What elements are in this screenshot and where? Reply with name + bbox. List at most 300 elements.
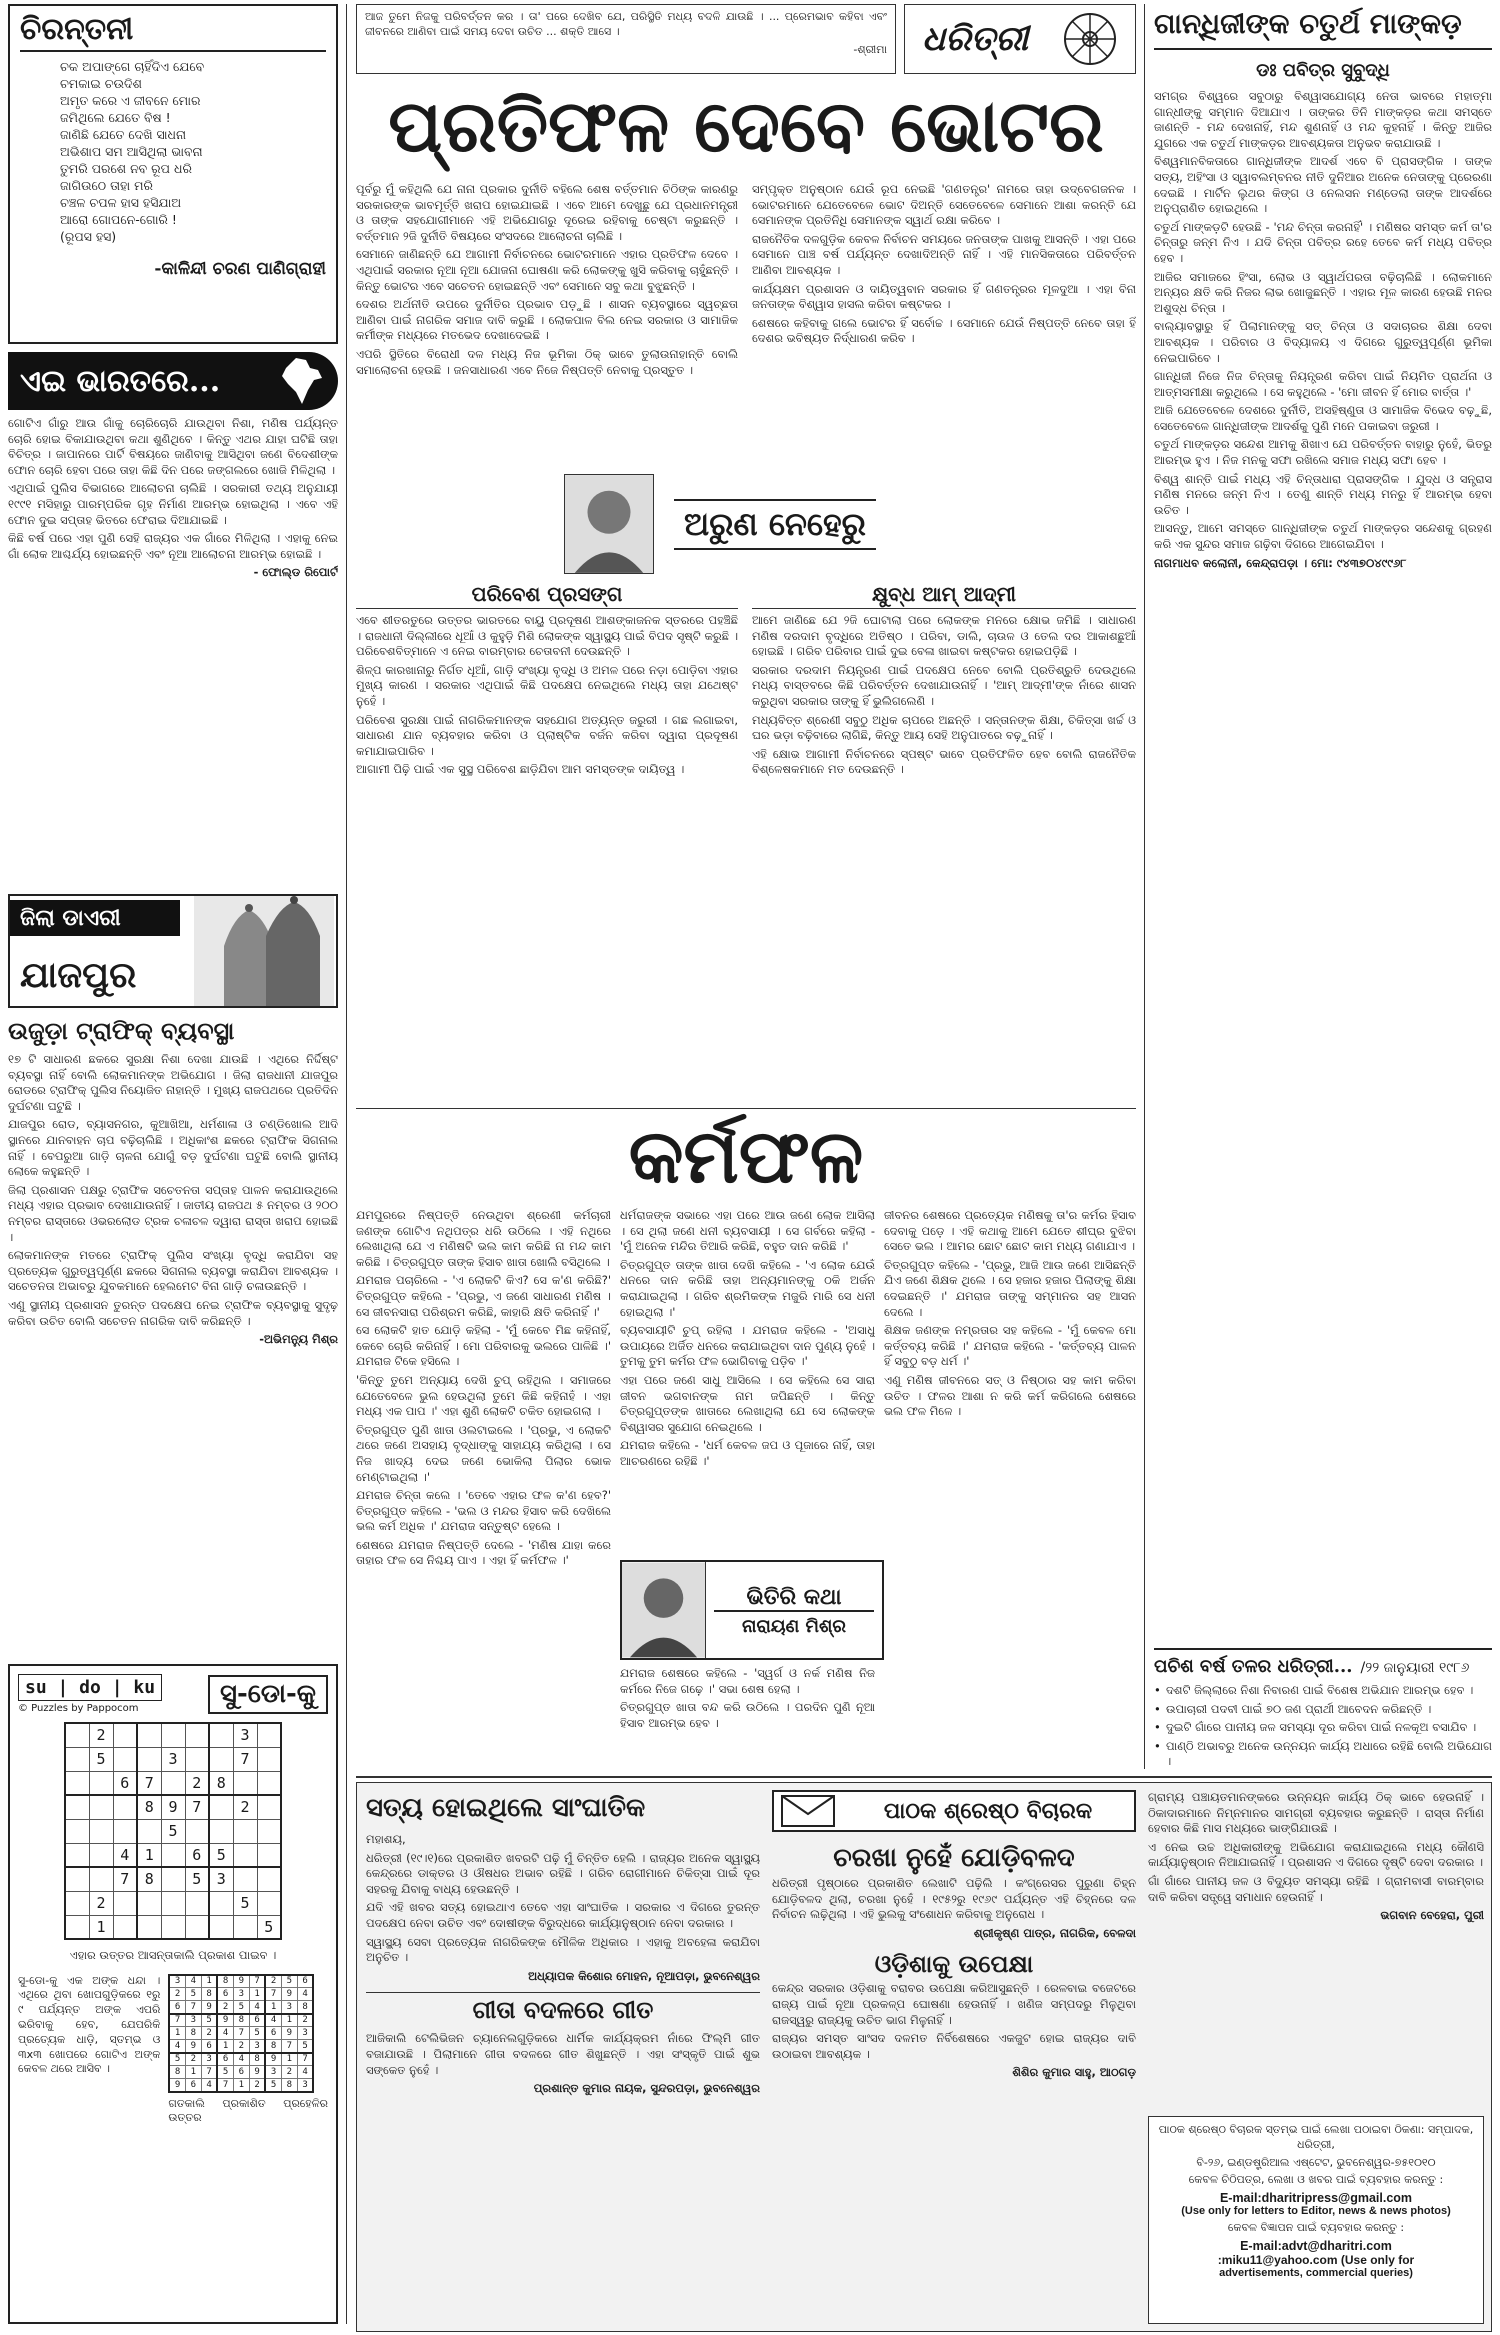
aam-aadmi-paragraph: ଆମେ ଜାଣିଛେ ଯେ ୨ଜି ଘୋଟାଲା ପରେ ଲୋକଙ୍କ ମନରେ କ୍ଷୋଭ ଜମିଛି । ସାଧାରଣ ମଣିଷ ଦରଦାମ ବୃଦ୍ଧିରେ ଅତିଷ୍ଠ । ପରିବା, ଡାଲି, ଚାଉଳ ଓ ତେଲ ଦର ଆକାଶଛୁଆଁ ହୋଇଛି । ଗରିବ ପରିବାର ପାଇଁ ଦୁଇ ବେଳା ଖାଇବା କଷ୍ଟକର ହୋଇପଡ଼ିଛି ।	[752, 613, 1136, 659]
karmaphala-author-name: ନାରାୟଣ ମିଶ୍ର	[741, 1615, 846, 1637]
environment-paragraph: ପରିବେଶ ସୁରକ୍ଷା ପାଇଁ ନାଗରିକମାନଙ୍କ ସହଯୋଗ ଅତ୍ୟନ୍ତ ଜରୁରୀ । ଗଛ ଲଗାଇବା, ସାଧାରଣ ଯାନ ବ୍ୟବହାର କରିବା ଓ ପ୍ଲାଷ୍ଟିକ ବର୍ଜନ କରିବା ଦ୍ୱାରା ପ୍ରଦୂଷଣ କମାଯାଇପାରିବ ।	[356, 712, 738, 758]
jilla-diary-header	[8, 894, 338, 1008]
sudoku-solution-cell: 7	[265, 1988, 281, 2001]
letter-paragraph: ଗ୍ରାମ୍ୟ ପଞ୍ଚାୟତମାନଙ୍କରେ ଉନ୍ନୟନ କାର୍ଯ୍ୟ ଠିକ୍ ଭାବେ ହେଉନାହିଁ । ଠିକାଦାରମାନେ ନିମ୍ନମାନର ସାମଗ୍ରୀ ବ୍ୟବହାର କରୁଛନ୍ତି । ରାସ୍ତା ନିର୍ମାଣ ହେବାର କିଛି ମାସ ମଧ୍ୟରେ ଭାଙ୍ଗିଯାଉଛି ।	[1148, 1790, 1484, 1836]
archive-date: /୨୨ ଜାନୁୟାରୀ ୧୯୮୬	[1360, 1660, 1470, 1676]
sudoku-solution-cell: 1	[281, 2053, 297, 2066]
poem-author: -କାଳିନ୍ଦୀ ଚରଣ ପାଣିଗ୍ରାହୀ	[154, 259, 326, 279]
sudoku-cell[interactable]: 5	[209, 1843, 233, 1867]
gandhi-paragraph: ଆସନ୍ତୁ, ଆମେ ସମସ୍ତେ ଗାନ୍ଧିଜୀଙ୍କ ଚତୁର୍ଥ ମାଙ୍କଡ଼ର ସନ୍ଦେଶକୁ ଗ୍ରହଣ କରି ଏକ ସୁନ୍ଦର ସମାଜ ଗଢ଼ିବା ଦିଗରେ ଆଗେଇଯିବା ।	[1154, 521, 1492, 552]
sudoku-solution-cell: 8	[169, 2066, 185, 2079]
contact-line3: କେବଳ ଚିଠିପତ୍ର, ଲେଖା ଓ ଖବର ପାଇଁ ବ୍ୟବହାର କରନ୍ତୁ :	[1188, 2173, 1444, 2187]
letter2-sign: ଶିଶିର କୁମାର ସାହୁ, ଆଠଗଡ଼	[1012, 2065, 1136, 2080]
letter-paragraph: କେନ୍ଦ୍ର ସରକାର ଓଡ଼ିଶାକୁ ବରାବର ଉପେକ୍ଷା କରିଆସୁଛନ୍ତି । ରେଳବାଇ ବଜେଟରେ ରାଜ୍ୟ ପାଇଁ ନୂଆ ପ୍ରକଳ୍ପ ଘୋଷଣା ହେଉନାହିଁ । ଖଣିଜ ସମ୍ପଦରୁ ମିଳୁଥିବା ରାଜସ୍ୱରୁ ରାଜ୍ୟକୁ ଉଚିତ ଭାଗ ମିଳୁନାହିଁ ।	[772, 1981, 1136, 2027]
sudoku-solution-cell: 5	[169, 2053, 185, 2066]
lead-paragraph: ସମ୍ପୃକ୍ତ ଅନୁଷ୍ଠାନ ଯେଉଁ ରୂପ ନେଇଛି 'ଗଣତନ୍ତ୍ର' ନାମରେ ତାହା ଉଦ୍‌ବେଗଜନକ । ଭୋଟରମାନେ ଯେତେବେଳେ ଭୋଟ ଦିଅନ୍ତି ସେତେବେଳେ ସେମାନେ ଆଶା କରନ୍ତି ଯେ ସେମାନଙ୍କ ପ୍ରତିନିଧି ସେମାନଙ୍କ ସ୍ୱାର୍ଥ ରକ୍ଷା କରିବେ ।	[752, 182, 1136, 228]
sudoku-solution-cell: 5	[297, 2040, 313, 2053]
masthead-quote-author: -ଶ୍ରୀମା	[853, 42, 887, 56]
sudoku-rules: ସୁ-ଡୋ-କୁ ଏକ ଅଙ୍କ ଧନ୍ଦା । ଏଥିରେ ଥିବା ଖୋପଗୁଡ଼ିକରେ ୧ରୁ ୯ ପର୍ଯ୍ୟନ୍ତ ଅଙ୍କ ଏପରି ଭରିବାକୁ ହେବ, ଯେପରିକି ପ୍ରତ୍ୟେକ ଧାଡ଼ି, ସ୍ତମ୍ଭ ଓ ୩x୩ ଖୋପରେ ଗୋଟିଏ ଅଙ୍କ କେବଳ ଥରେ ଆସିବ ।	[18, 1973, 161, 2076]
sudoku-cell[interactable]	[161, 1867, 185, 1891]
sudoku-solution-cell: 7	[201, 2066, 217, 2079]
sudoku-solution-cell: 8	[265, 2040, 281, 2053]
karmaphala-column-1	[356, 1208, 611, 1768]
karmaphala-column-2	[620, 1208, 875, 1554]
karmaphala-paragraph: ଜୀବନର ଶେଷରେ ପ୍ରତ୍ୟେକ ମଣିଷକୁ ତା'ର କର୍ମର ହିସାବ ଦେବାକୁ ପଡ଼େ । ଏହି କଥାକୁ ଆମେ ଯେତେ ଶୀଘ୍ର ବୁଝିବା ସେତେ ଭଲ । ଆମର ଛୋଟ ଛୋଟ କାମ ମଧ୍ୟ ଗଣାଯାଏ ।	[884, 1208, 1136, 1254]
archive-item: • ଉପାଚାରୀ ପଦବୀ ପାଇଁ ୭୦ ଜଣ ପ୍ରାର୍ଥୀ ଆବେଦନ କରିଛନ୍ତି ।	[1154, 1702, 1492, 1718]
sudoku-solution-cell: 6	[297, 1975, 313, 1988]
letter-lead-sign: ଅଧ୍ୟାପକ କିଶୋର ମୋହନ, ନୂଆପଡ଼ା, ଭୁବନେଶ୍ୱର	[528, 1968, 760, 1983]
poem-box	[8, 4, 338, 344]
sudoku-solution-cell: 7	[297, 2053, 313, 2066]
jilla-diary-byline: -ଅଭିମନ୍ୟୁ ମିଶ୍ର	[259, 1332, 338, 1347]
sudoku-cell[interactable]	[209, 1915, 233, 1939]
sudoku-cell[interactable]	[89, 1795, 113, 1819]
environment-paragraph: ଶିଳ୍ପ କାରଖାନାରୁ ନିର୍ଗତ ଧୂଆଁ, ଗାଡ଼ି ସଂଖ୍ୟା ବୃଦ୍ଧି ଓ ଅମଳ ପରେ ନଡ଼ା ପୋଡ଼ିବା ଏହାର ମୁଖ୍ୟ କାରଣ । ସରକାର ଏଥିପାଇଁ କିଛି ପଦକ୍ଷେପ ନେଇଥିଲେ ମଧ୍ୟ ତାହା ଯଥେଷ୍ଟ ନୁହେଁ ।	[356, 662, 738, 708]
karmaphala-headline-text: କର୍ମଫଳ	[628, 1114, 864, 1200]
letter-paragraph: ସ୍ୱାସ୍ଥ୍ୟ ସେବା ପ୍ରତ୍ୟେକ ନାଗରିକଙ୍କ ମୌଳିକ ଅଧିକାର । ଏହାକୁ ଅବହେଳା କରାଯିବା ଅନୁଚିତ ।	[366, 1934, 760, 1965]
poem-line: (ରୂପସ ହସ)	[60, 229, 117, 244]
sudoku-solution-cell: 2	[249, 2079, 265, 2092]
letter-paragraph: ଧରିତ୍ରୀ ପୃଷ୍ଠାରେ ପ୍ରକାଶିତ ଲେଖାଟି ପଢ଼ିଲି । କଂଗ୍ରେସର ପୁରୁଣା ଚିହ୍ନ ଯୋଡ଼ିବଳଦ ଥିଲା, ଚରଖା ନୁହେଁ । ୧୯୫୨ରୁ ୧୯୬୯ ପର୍ଯ୍ୟନ୍ତ ଏହି ଚିହ୍ନରେ ଦଳ ନିର୍ବାଚନ ଲଢ଼ିଥିଲା । ଏହି ଭୁଲକୁ ସଂଶୋଧନ କରିବାକୁ ଅନୁରୋଧ ।	[772, 1876, 1136, 1922]
sudoku-cell[interactable]	[113, 1891, 137, 1915]
sudoku-solution-cell: 3	[201, 2053, 217, 2066]
sudoku-cell[interactable]	[233, 1819, 257, 1843]
sudoku-solution-cell: 6	[233, 2066, 249, 2079]
masthead-quote: ଆଜ ତୁମେ ନିଜକୁ ପରିବର୍ତ୍ତନ କର । ତା' ପରେ ଦେଖିବ ଯେ, ପରିସ୍ଥିତି ମଧ୍ୟ ବଦଳି ଯାଉଛି । ... ପ୍ରେମଭାବ କହିବା ଏବଂ ଜୀବନରେ ଆଣିବା ପାଇଁ ସମୟ ଦେବା ଉଚିତ ... ଶକ୍ତି ଆସେ ।	[365, 10, 887, 38]
sudoku-cell[interactable]	[209, 1723, 233, 1747]
letter-paragraph: ଗାଁ ଗାଁରେ ପାନୀୟ ଜଳ ଓ ବିଦ୍ୟୁତ ସମସ୍ୟା ରହିଛି । ଗ୍ରାମବାସୀ ବାରମ୍ବାର ଦାବି କରିବା ସତ୍ତ୍ୱେ ସମାଧାନ ହେଉନାହିଁ ।	[1148, 1873, 1484, 1904]
sudoku-solution-cell: 9	[281, 1988, 297, 2001]
jilla-diary-paragraph: ୧୭ ଟି ସାଧାରଣ ଛକରେ ସୁରକ୍ଷା ନିଶା ଦେଖା ଯାଉଛି । ଏଥିରେ ନିର୍ଦ୍ଦିଷ୍ଟ ବ୍ୟବସ୍ଥା ନାହିଁ ବୋଲି ଲୋକମାନଙ୍କ ଅଭିଯୋଗ । ଜିଲା ରାଜଧାନୀ ଯାଜପୁର ରୋଡରେ ଟ୍ରାଫିକ୍ ପୁଲିସ ନିୟୋଜିତ ନାହାନ୍ତି । ମୁଖ୍ୟ ରାଜପଥରେ ପ୍ରତିଦିନ ଦୁର୍ଘଟଣା ଘଟୁଛି ।	[8, 1052, 338, 1113]
masthead-quote-box	[356, 4, 896, 74]
ei-bharatare-title: ଏଇ ଭାରତରେ...	[20, 363, 221, 399]
sudoku-solution-cell: 2	[217, 2001, 233, 2014]
lead-paragraph: କାର୍ଯ୍ୟକ୍ଷମ ପ୍ରଶାସନ ଓ ଦାୟିତ୍ୱବାନ ସରକାର ହିଁ ଗଣତନ୍ତ୍ରର ମୂଳଦୁଆ । ଏହା ବିନା ଜନତାଙ୍କ ବିଶ୍ୱାସ ହାସଲ କରିବା କଷ୍ଟକର ।	[752, 281, 1136, 312]
jilla-diary-paragraph: ଜିଲା ପ୍ରଶାସନ ପକ୍ଷରୁ ଟ୍ରାଫିକ ସଚେତନତା ସପ୍ତାହ ପାଳନ କରାଯାଉଥିଲେ ମଧ୍ୟ ଏହାର ପ୍ରଭାବ ଦେଖାଯାଉନାହିଁ । ଜାତୀୟ ରାଜପଥ ୫ ନମ୍ବର ଓ ୨୦୦ ନମ୍ବର ରାସ୍ତାରେ ଓଭରଲୋଡ ଟ୍ରକ ଚଳାଚଳ ଦ୍ୱାରା ରାସ୍ତା ଖରାପ ହୋଇଛି ।	[8, 1182, 338, 1244]
gandhi-paragraph: ସମଗ୍ର ବିଶ୍ୱରେ ସବୁଠାରୁ ବିଶ୍ୱାସଯୋଗ୍ୟ ନେତା ଭାବରେ ମହାତ୍ମା ଗାନ୍ଧୀଙ୍କୁ ସମ୍ମାନ ଦିଆଯାଏ । ତାଙ୍କର ତିନି ମାଙ୍କଡ଼ର କଥା ସମସ୍ତେ ଜାଣନ୍ତି - ମନ୍ଦ ଦେଖନାହିଁ, ମନ୍ଦ ଶୁଣନାହିଁ ଓ ମନ୍ଦ କୁହନାହିଁ । କିନ୍ତୁ ଆଜିର ଯୁଗରେ ଏକ ଚତୁର୍ଥ ମାଙ୍କଡ଼ର ଆବଶ୍ୟକତା ଅନୁଭବ କରାଯାଉଛି ।	[1154, 89, 1492, 150]
karmaphala-paragraph: ଯମରାଜ ଶେଷରେ କହିଲେ - 'ସ୍ୱର୍ଗ ଓ ନର୍କ ମଣିଷ ନିଜ କର୍ମରେ ନିଜେ ଗଢ଼େ ।' ସଭା ଶେଷ ହେଲା ।	[620, 1666, 875, 1696]
poem-line: ଆରୋ ଗୋପନେ-ଗୋରି !	[60, 212, 177, 227]
sudoku-solution-cell: 3	[265, 2066, 281, 2079]
newspaper-page	[8, 4, 1492, 2331]
sudoku-solution-cell: 6	[201, 2040, 217, 2053]
sudoku-solution-cell: 9	[233, 1975, 249, 1988]
sudoku-cell[interactable]	[209, 1747, 233, 1771]
sudoku-cell[interactable]	[209, 1819, 233, 1843]
sudoku-solution-cell: 3	[249, 2040, 265, 2053]
sudoku-solution-cell: 7	[185, 2001, 201, 2014]
sudoku-credit: © Puzzles by Pappocom	[18, 1703, 139, 1714]
sudoku-solution-cell: 7	[233, 2027, 249, 2040]
sudoku-solution-cell: 4	[169, 2040, 185, 2053]
sudoku-cell[interactable]	[233, 1915, 257, 1939]
lead-author-box	[564, 474, 954, 574]
karmaphala-headline	[356, 1112, 1136, 1202]
poem-lines	[20, 58, 326, 245]
sudoku-cell[interactable]	[65, 1867, 89, 1891]
gandhi-paragraph: ଆଜି ଯେତେବେଳେ ଦେଶରେ ଦୁର୍ନୀତି, ଅସହିଷ୍ଣୁତା ଓ ସାମାଜିକ ବିଭେଦ ବଢ଼ୁଛି, ସେତେବେଳେ ଗାନ୍ଧିଜୀଙ୍କ ଆଦର୍ଶକୁ ପୁଣି ମନେ ପକାଇବା ଜରୁରୀ ।	[1154, 403, 1492, 433]
contact-line2: ବି-୨୬, ଇଣ୍ଡଷ୍ଟ୍ରିଆଲ ଏଷ୍ଟେଟ, ଭୁବନେଶ୍ୱର-୭୫୧୦୧୦	[1196, 2155, 1436, 2169]
sudoku-solution-cell: 9	[201, 2001, 217, 2014]
sudoku-solution-cell: 4	[249, 2001, 265, 2014]
sudoku-answer-note: ଏହାର ଉତ୍ତର ଆସନ୍ତାକାଲି ପ୍ରକାଶ ପାଇବ ।	[69, 1948, 277, 1962]
sudoku-solution-cell: 7	[249, 1975, 265, 1988]
sudoku-cell[interactable]: 7	[137, 1771, 161, 1795]
sudoku-cell[interactable]	[185, 1915, 209, 1939]
sudoku-solution-cell: 4	[185, 1975, 201, 1988]
sudoku-cell[interactable]	[65, 1771, 89, 1795]
sudoku-cell[interactable]	[65, 1819, 89, 1843]
sudoku-cell[interactable]	[89, 1867, 113, 1891]
karmaphala-paragraph: ଯମରାଜ ଚିନ୍ତା କଲେ । 'ତେବେ ଏହାର ଫଳ କ'ଣ ହେବ?' ଚିତ୍ରଗୁପ୍ତ କହିଲେ - 'ଭଲ ଓ ମନ୍ଦର ହିସାବ କରି ଦେଖିଲେ ଭଲ କର୍ମ ଅଧିକ ।' ଯମରାଜ ସନ୍ତୁଷ୍ଟ ହେଲେ ।	[356, 1488, 611, 1534]
karmaphala-paragraph: ଚିତ୍ରଗୁପ୍ତ ଖାତା ବନ୍ଦ କରି ଉଠିଲେ । ପରଦିନ ପୁଣି ନୂଆ ହିସାବ ଆରମ୍ଭ ହେବ ।	[620, 1700, 875, 1730]
gandhi-paragraph: ବାଲ୍ୟାବସ୍ଥାରୁ ହିଁ ପିଲାମାନଙ୍କୁ ସତ୍ ଚିନ୍ତା ଓ ସଦାଚାରର ଶିକ୍ଷା ଦେବା ଆବଶ୍ୟକ । ପରିବାର ଓ ବିଦ୍ୟାଳୟ ଏ ଦିଗରେ ଗୁରୁତ୍ୱପୂର୍ଣ୍ଣ ଭୂମିକା ନେଇପାରିବେ ।	[1154, 319, 1492, 365]
sudoku-cell[interactable]: 5	[89, 1747, 113, 1771]
sudoku-cell[interactable]	[89, 1771, 113, 1795]
ei-bharatare-paragraph: ଏଥିପାଇଁ ପୁଲିସ ବିଭାଗରେ ଆଲୋଚନା ଚାଲିଛି । ସରକାରୀ ତଥ୍ୟ ଅନୁଯାୟୀ ୧୯୯୧ ମସିହାରୁ ପାରମ୍ପରିକ ଗୃହ ନିର୍ମାଣ ଆରମ୍ଭ ହୋଇଥିଲା । ଏବେ ଏହି ଫୋନ ଦୁଇ ସପ୍ତାହ ଭିତରେ ଫେରାଇ ଦିଆଯାଇଛି ।	[8, 481, 338, 527]
sudoku-solution-cell: 6	[185, 2079, 201, 2092]
sudoku-cell[interactable]	[257, 1795, 281, 1819]
gandhi-paragraph: ବିଶ୍ୱ ଶାନ୍ତି ପାଇଁ ମଧ୍ୟ ଏହି ଚିନ୍ତାଧାରା ପ୍ରାସଙ୍ଗିକ । ଯୁଦ୍ଧ ଓ ସନ୍ତ୍ରାସ ମଣିଷ ମନରେ ଜନ୍ମ ନିଏ । ତେଣୁ ଶାନ୍ତି ମଧ୍ୟ ମନରୁ ହିଁ ଆରମ୍ଭ ହେବା ଉଚିତ ।	[1154, 471, 1492, 517]
paper-name: ଧରିତ୍ରୀ	[921, 19, 1029, 59]
sudoku-cell[interactable]: 8	[137, 1795, 161, 1819]
sudoku-solution-cell: 3	[169, 1975, 185, 1988]
sudoku-cell[interactable]	[161, 1915, 185, 1939]
karmaphala-paragraph: ବ୍ୟବସାୟୀଟି ଚୁପ୍ ରହିଲା । ଯମରାଜ କହିଲେ - 'ଅସାଧୁ ଉପାୟରେ ଅର୍ଜିତ ଧନରେ କରାଯାଇଥିବା ଦାନ ପୁଣ୍ୟ ନୁହେଁ । ତୁମକୁ ତୁମ କର୍ମର ଫଳ ଭୋଗିବାକୁ ପଡ଼ିବ ।'	[620, 1323, 875, 1369]
contact-email-editor[interactable]: E-mail:dharitripress@gmail.com	[1219, 2191, 1413, 2206]
lead-paragraph: ଦେଶର ଅର୍ଥନୀତି ଉପରେ ଦୁର୍ନୀତିର ପ୍ରଭାବ ପଡ଼ୁଛି । ଶାସନ ବ୍ୟବସ୍ଥାରେ ସ୍ୱଚ୍ଛତା ଆଣିବା ପାଇଁ ନାଗରିକ ସମାଜ ଦାବି କରୁଛି । ଲୋକପାଳ ବିଲ ନେଇ ସରକାର ଓ ସାମାଜିକ କର୍ମୀଙ୍କ ମଧ୍ୟରେ ମତଭେଦ ଦେଖାଦେଇଛି ।	[356, 297, 738, 343]
lead-paragraph: ରାଜନୈତିକ ଦଳଗୁଡ଼ିକ କେବଳ ନିର୍ବାଚନ ସମୟରେ ଜନତାଙ୍କ ପାଖକୁ ଆସନ୍ତି । ଏହା ପରେ ସେମାନେ ପାଞ୍ଚ ବର୍ଷ ପର୍ଯ୍ୟନ୍ତ ଦେଖାଦିଅନ୍ତି ନାହିଁ । ଏହି ମାନସିକତାରେ ପରିବର୍ତ୍ତନ ଆଣିବା ଆବଶ୍ୟକ ।	[752, 231, 1136, 277]
sudoku-cell[interactable]	[257, 1819, 281, 1843]
sudoku-cell[interactable]	[233, 1843, 257, 1867]
sudoku-solution-cell: 5	[233, 2001, 249, 2014]
ei-bharatare-body	[8, 410, 338, 562]
poem-line: ଅମୃତ କରେ ଏ ଜୀବନେ ମୋର	[60, 93, 201, 108]
sudoku-solution-cell: 2	[281, 2066, 297, 2079]
karmaphala-author-box	[620, 1560, 884, 1660]
sudoku-solution-cell: 4	[201, 2079, 217, 2092]
contact-line1: ପାଠକ ଶ୍ରେଷ୍ଠ ବିଚାରକ ସ୍ତମ୍ଭ ପାଇଁ ଲେଖା ପଠାଇବା ଠିକଣା: ସମ୍ପାଦକ, ଧରିତ୍ରୀ,	[1158, 2123, 1474, 2151]
sudoku-cell[interactable]: 5	[161, 1819, 185, 1843]
ei-bharatare-section	[8, 352, 338, 882]
sudoku-cell[interactable]	[65, 1891, 89, 1915]
sudoku-solution-cell: 7	[281, 2040, 297, 2053]
sudoku-solution-cell: 1	[201, 1975, 217, 1988]
sudoku-cell[interactable]: 8	[209, 1771, 233, 1795]
poem-line: ଜମିଥିଲେ ଯେତେ ବିଷ !	[60, 110, 171, 125]
ei-bharatare-byline: - ଫୋଲ୍ଡ ରିପୋର୍ଟ	[253, 565, 338, 580]
sudoku-cell[interactable]	[161, 1891, 185, 1915]
sudoku-cell[interactable]: 7	[185, 1795, 209, 1819]
ei-bharatare-banner	[8, 352, 338, 410]
sudoku-solution-cell: 3	[185, 2014, 201, 2027]
poem-line: ଜାଣିଛି ଯେତେ ଦେଖି ସାଧନା	[60, 127, 187, 142]
sudoku-solution-cell: 1	[185, 2066, 201, 2079]
gandhi-paragraph: ବିଶ୍ୱମାନବିକତାରେ ଗାନ୍ଧିଜୀଙ୍କ ଆଦର୍ଶ ଏବେ ବି ପ୍ରାସଙ୍ଗିକ । ତାଙ୍କ ସତ୍ୟ, ଅହିଂସା ଓ ସ୍ୱାବଲମ୍ବନର ନୀତି ଦୁନିଆର ଅନେକ ନେତାଙ୍କୁ ପ୍ରେରଣା ଦେଇଛି । ମାର୍ଟିନ ଲୁଥର କିଙ୍ଗ ଓ ନେଲସନ ମଣ୍ଡେଲା ତାଙ୍କ ଆଦର୍ଶରେ ଅନୁପ୍ରାଣିତ ହୋଇଥିଲେ ।	[1154, 154, 1492, 216]
envelope-icon	[780, 1792, 836, 1830]
sudoku-solution-cell: 2	[265, 1975, 281, 1988]
sudoku-cell[interactable]: 8	[137, 1867, 161, 1891]
sudoku-cell[interactable]	[185, 1891, 209, 1915]
sudoku-solution-cell: 8	[201, 1988, 217, 2001]
jilla-diary-headline: ଉଜୁଡ଼ା ଟ୍ରାଫିକ୍ ବ୍ୟବସ୍ଥା	[8, 1016, 235, 1045]
sudoku-cell[interactable]: 5	[185, 1867, 209, 1891]
sudoku-cell[interactable]	[161, 1723, 185, 1747]
sudoku-solution-cell: 2	[233, 2040, 249, 2053]
sudoku-solution-cell: 2	[297, 2014, 313, 2027]
letter-paragraph: ଧରିତ୍ରୀ (୧୯।୧)ରେ ପ୍ରକାଶିତ ଖବରଟି ପଢ଼ି ମୁଁ ଚିନ୍ତିତ ହେଲି । ରାଜ୍ୟର ଅନେକ ସ୍ୱାସ୍ଥ୍ୟ କେନ୍ଦ୍ରରେ ଡାକ୍ତର ଓ ଔଷଧର ଅଭାବ ରହିଛି । ଗରିବ ରୋଗୀମାନେ ଚିକିତ୍ସା ପାଇଁ ଦୂର ସହରକୁ ଯିବାକୁ ବାଧ୍ୟ ହେଉଛନ୍ତି ।	[366, 1850, 760, 1896]
sudoku-cell[interactable]	[113, 1723, 137, 1747]
sudoku-title: ସୁ-ଡୋ-କୁ	[208, 1675, 328, 1714]
karmaphala-paragraph: ସେ ଲୋକଟି ହାତ ଯୋଡ଼ି କହିଲା - 'ମୁଁ କେବେ ମିଛ କହିନାହିଁ, କେବେ ଚୋରି କରିନାହିଁ । ମୋ ପରିବାରକୁ ଭଲରେ ପାଳିଛି ।' ଯମରାଜ ଟିକେ ହସିଲେ ।	[356, 1323, 611, 1369]
karmaphala-paragraph: ଏଣୁ ମଣିଷ ଜୀବନରେ ସତ୍ ଓ ନିଷ୍ଠାର ସହ କାମ କରିବା ଉଚିତ । ଫଳର ଆଶା ନ କରି କର୍ମ କରିଗଲେ ଶେଷରେ ଭଲ ଫଳ ମିଳେ ।	[884, 1372, 1136, 1419]
sudoku-cell[interactable]	[113, 1747, 137, 1771]
karmaphala-paragraph: ଯମପୁରରେ ନିଷ୍ପତ୍ତି ନେଉଥିବା ଶ୍ରେଣୀ କର୍ମଚାରୀ ଜଣଙ୍କ ଗୋଟିଏ ନଥିପତ୍ର ଧରି ଉଠିଲେ । ଏହି ନଥିରେ ଲେଖାଥିଲା ଯେ ଏ ମଣିଷଟି ଭଲ କାମ କରିଛି ନା ମନ୍ଦ କାମ କରିଛି । ଚିତ୍ରଗୁପ୍ତ ତାଙ୍କ ହିସାବ ଖାତା ଖୋଲି ବସିଥିଲେ ।	[356, 1208, 611, 1269]
sudoku-cell[interactable]	[257, 1747, 281, 1771]
sudoku-cell[interactable]	[257, 1867, 281, 1891]
sudoku-cell[interactable]	[257, 1771, 281, 1795]
sudoku-cell[interactable]: 2	[185, 1771, 209, 1795]
author-photo	[622, 1562, 706, 1658]
lead-column-2	[752, 182, 1136, 472]
lead-paragraph: ସେମାନେ ଜାଣିଛନ୍ତି ଯେ ଆଗାମୀ ନିର୍ବାଚନରେ ଭୋଟରମାନେ ଏହାର ପ୍ରତିଫଳ ଦେବେ । ଏଥିପାଇଁ ସରକାର ନୂଆ ନୂଆ ଯୋଜନା ଘୋଷଣା କରି ଲୋକଙ୍କୁ ଖୁସି କରିବାକୁ ଚାହୁଁଛନ୍ତି । କିନ୍ତୁ ଭୋଟର ଏବେ ସଚେତନ ହୋଇଛନ୍ତି ଏବଂ ସେମାନେ ସବୁ କଥା ବୁଝୁଛନ୍ତି ।	[356, 247, 738, 293]
sudoku-solution-cell: 1	[169, 2027, 185, 2040]
sudoku-cell[interactable]	[185, 1819, 209, 1843]
sudoku-cell[interactable]	[257, 1843, 281, 1867]
masthead-logo	[904, 4, 1136, 74]
poem-line: ଚକ ଅପାଙ୍ଗେ ଚାହିଁଦିଏ ଯେବେ	[60, 59, 205, 74]
karmaphala-paragraph: ଚିତ୍ରଗୁପ୍ତ କହିଲେ - 'ପ୍ରଭୁ, ଆଜି ଆଉ ଜଣେ ଆସିଛନ୍ତି ଯିଏ ଜଣେ ଶିକ୍ଷକ ଥିଲେ । ସେ ହଜାର ହଜାର ପିଲାଙ୍କୁ ଶିକ୍ଷା ଦେଇଛନ୍ତି ।' ଯମରାଜ ତାଙ୍କୁ ସମ୍ମାନର ସହ ଆସନ ଦେଲେ ।	[884, 1257, 1136, 1319]
sudoku-solution-cell: 1	[281, 2014, 297, 2027]
sudoku-solution-cell: 7	[169, 2014, 185, 2027]
gandhi-headline: ଗାନ୍ଧିଜୀଙ୍କ ଚତୁର୍ଥ ମାଙ୍କଡ଼	[1154, 4, 1492, 50]
poem-line: ତୁମରି ପରଶେ ନବ ରୂପ ଧରି	[60, 161, 192, 176]
sudoku-solution-cell: 5	[249, 2027, 265, 2040]
contact-box	[1148, 2116, 1484, 2324]
district-name: ଯାଜପୁର	[20, 954, 137, 996]
sudoku-cell[interactable]	[161, 1843, 185, 1867]
sudoku-solution-cell: 1	[233, 2079, 249, 2092]
sudoku-prev-solution	[168, 1974, 314, 2093]
archive-box	[1154, 1648, 1492, 1770]
sudoku-solution-cell: 5	[185, 1988, 201, 2001]
letter-paragraph: ଯଦି ଏହି ଖବର ସତ୍ୟ ହୋଇଥାଏ ତେବେ ଏହା ସାଂଘାତିକ । ସରକାର ଏ ଦିଗରେ ତୁରନ୍ତ ପଦକ୍ଷେପ ନେବା ଉଚିତ ଏବଂ ଦୋଷୀଙ୍କ ବିରୁଦ୍ଧରେ କାର୍ଯ୍ୟାନୁଷ୍ଠାନ ନେବା ଦରକାର ।	[366, 1900, 760, 1930]
environment-paragraph: ଏବେ ଶୀତରତୁରେ ଉତ୍ତର ଭାରତରେ ବାୟୁ ପ୍ରଦୂଷଣ ଆଶଙ୍କାଜନକ ସ୍ତରରେ ପହଞ୍ଚିଛି । ରାଜଧାନୀ ଦିଲ୍ଲୀରେ ଧୂଆଁ ଓ କୁହୁଡ଼ି ମିଶି ଲୋକଙ୍କ ସ୍ୱାସ୍ଥ୍ୟ ପାଇଁ ବିପଦ ସୃଷ୍ଟି କରୁଛି । ପରିବେଶବିତ୍‌ମାନେ ଏ ନେଇ ବାରମ୍ବାର ଚେତାବନୀ ଦେଉଛନ୍ତି ।	[356, 613, 738, 659]
lead-sub2-title: କ୍ଷୁବ୍ଧ ଆମ୍ ଆଦ୍‌ମୀ	[752, 580, 1136, 609]
sudoku-solution-cell: 3	[297, 2079, 313, 2092]
sudoku-solution-cell: 9	[217, 2014, 233, 2027]
ei-bharatare-paragraph: ଗୋଟିଏ ଗାଁରୁ ଆଉ ଗାଁକୁ ଚୋରିଚୋରି ଯାଉଥିବା ନିଶା, ମଣିଷ ପର୍ଯ୍ୟନ୍ତ ଚୋରି ହୋଇ ବିକାଯାଉଥିବା କଥା ଶୁଣିଥିବେ । କିନ୍ତୁ ଏଥର ଯାହା ଘଟିଛି ତାହା ବିଚିତ୍ର । ଜାପାନରେ ପାର୍ଟି ବିଷୟରେ ଜାଣିବାକୁ ଆସିଥିବା ଜଣେ ବିଦେଶୀଙ୍କ ଫୋନ ଚୋରି ହେବା ପରେ ତାହା କିଛି ଦିନ ପରେ ଜଙ୍ଗଲରେ ଖୋଜି ମିଳିଥିଲା ।	[8, 416, 338, 477]
sudoku-cell[interactable]	[89, 1843, 113, 1867]
poem-line: ଚଞ୍ଚଳ ଚପଳ ହାସ ହସିଯାଅ	[60, 195, 182, 210]
sudoku-solution-cell: 4	[217, 2027, 233, 2040]
sudoku-solution-cell: 3	[233, 1988, 249, 2001]
letter-paragraph: ଏ ନେଇ ଉଚ୍ଚ ଅଧିକାରୀଙ୍କୁ ଅଭିଯୋଗ କରାଯାଇଥିଲେ ମଧ୍ୟ କୌଣସି କାର୍ଯ୍ୟାନୁଷ୍ଠାନ ନିଆଯାଇନାହିଁ । ପ୍ରଶାସନ ଏ ଦିଗରେ ଦୃଷ୍ଟି ଦେବା ଦରକାର ।	[1148, 1839, 1484, 1870]
jilla-diary-section	[8, 894, 338, 1654]
karmaphala-paragraph: 'କିନ୍ତୁ ତୁମେ ଅନ୍ୟାୟ ଦେଖି ଚୁପ୍ ରହିଥିଲ । ସମାଜରେ ଯେତେବେଳେ ଭୁଲ ହେଉଥିଲା ତୁମେ କିଛି କହିନାହଁ । ଏହା ମଧ୍ୟ ଏକ ପାପ ।' ଏହା ଶୁଣି ଲୋକଟି ଚକିତ ହୋଇଗଲା ।	[356, 1372, 611, 1419]
karmaphala-paragraph: ଏହା ପରେ ଜଣେ ସାଧୁ ଆସିଲେ । ସେ କହିଲେ ସେ ସାରା ଜୀବନ ଭଗବାନଙ୍କ ନାମ ଜପିଛନ୍ତି । କିନ୍ତୁ ଚିତ୍ରଗୁପ୍ତଙ୍କ ଖାତାରେ ଲେଖାଥିଲା ଯେ ସେ ଲୋକଙ୍କ ବିଶ୍ୱାସର ସୁଯୋଗ ନେଇଥିଲେ ।	[620, 1372, 875, 1434]
sudoku-cell[interactable]: 6	[185, 1843, 209, 1867]
sudoku-cell[interactable]: 6	[113, 1771, 137, 1795]
archive-items	[1154, 1683, 1492, 1770]
sudoku-solution-cell: 9	[185, 2040, 201, 2053]
sudoku-cell[interactable]	[257, 1891, 281, 1915]
sudoku-solution-cell: 2	[201, 2027, 217, 2040]
sudoku-cell[interactable]	[137, 1915, 161, 1939]
sudoku-solution-cell: 9	[169, 2079, 185, 2092]
contact-email-advt-alt[interactable]: :miku11@yahoo.com (Use only for	[1217, 2252, 1415, 2267]
archive-item: • ପାଣ୍ଠି ଅଭାବରୁ ଅନେକ ଉନ୍ନୟନ କାର୍ଯ୍ୟ ଅଧାରେ ରହିଛି ବୋଲି ଅଭିଯୋଗ ।	[1154, 1739, 1492, 1770]
karmaphala-paragraph: ଯମରାଜ କହିଲେ - 'ଧର୍ମ କେବଳ ଜପ ଓ ପୂଜାରେ ନାହିଁ, ତାହା ଆଚରଣରେ ରହିଛି ।'	[620, 1438, 875, 1468]
sudoku-cell[interactable]	[161, 1771, 185, 1795]
aam-aadmi-paragraph: ଏହି କ୍ଷୋଭ ଆଗାମୀ ନିର୍ବାଚନରେ ସ୍ପଷ୍ଟ ଭାବେ ପ୍ରତିଫଳିତ ହେବ ବୋଲି ରାଜନୈତିକ ବିଶ୍ଳେଷକମାନେ ମତ ଦେଉଛନ୍ତି ।	[752, 746, 1136, 777]
sudoku-cell[interactable]	[113, 1795, 137, 1819]
lead-paragraph: ଏପରି ସ୍ଥିତିରେ ବିରୋଧୀ ଦଳ ମଧ୍ୟ ନିଜ ଭୂମିକା ଠିକ୍ ଭାବେ ତୁଲାଉନାହାନ୍ତି ବୋଲି ସମାଲୋଚନା ହେଉଛି । ଜନସାଧାରଣ ଏବେ ନିଜେ ନିଷ୍ପତ୍ତି ନେବାକୁ ପ୍ରସ୍ତୁତ ।	[356, 346, 738, 377]
lead-headline	[356, 80, 1136, 176]
sudoku-solution-cell: 2	[169, 1988, 185, 2001]
lead-paragraph: ଶେଷରେ କହିବାକୁ ଗଲେ ଭୋଟର ହିଁ ସର୍ବୋଚ୍ଚ । ସେମାନେ ଯେଉଁ ନିଷ୍ପତ୍ତି ନେବେ ତାହା ହିଁ ଦେଶର ଭବିଷ୍ୟତ ନିର୍ଦ୍ଧାରଣ କରିବ ।	[752, 315, 1136, 346]
sudoku-solution-cell: 9	[281, 2027, 297, 2040]
sudoku-solution-cell: 5	[281, 1975, 297, 1988]
contact-email-advt-note: advertisements, commercial queries)	[1219, 2266, 1413, 2279]
best-judge-title: ପାଠକ ଶ୍ରେଷ୍ଠ ବିଚାରକ	[883, 1798, 1093, 1824]
karmaphala-paragraph: ଶେଷରେ ଯମରାଜ ନିଷ୍ପତ୍ତି ଦେଲେ - 'ମଣିଷ ଯାହା କରେ ତାହାର ଫଳ ସେ ନିଶ୍ଚୟ ପାଏ । ଏହା ହିଁ କର୍ମଫଳ ।'	[356, 1537, 611, 1568]
sudoku-cell[interactable]	[65, 1843, 89, 1867]
sudoku-grid[interactable]	[64, 1722, 282, 1940]
letter-paragraph: ରାଜ୍ୟର ସମସ୍ତ ସାଂସଦ ଦଳମତ ନିର୍ବିଶେଷରେ ଏକଜୁଟ ହୋଇ ରାଜ୍ୟର ଦାବି ଉଠାଇବା ଆବଶ୍ୟକ ।	[772, 2031, 1136, 2061]
sudoku-cell[interactable]	[65, 1915, 89, 1939]
sudoku-cell[interactable]	[137, 1819, 161, 1843]
letters-middle	[772, 1790, 1136, 2320]
lead-sub1-title: ପରିବେଶ ପ୍ରସଙ୍ଗ	[356, 580, 738, 609]
sudoku-solution-cell: 6	[249, 2014, 265, 2027]
letter2-title: ଓଡ଼ିଶାକୁ ଉପେକ୍ଷା	[874, 1949, 1034, 1979]
sudoku-solution-cell: 2	[185, 2053, 201, 2066]
jilla-diary-body	[8, 1052, 338, 1329]
letter-paragraph: ମହାଶୟ,	[366, 1832, 406, 1846]
sudoku-cell[interactable]	[89, 1819, 113, 1843]
karmaphala-paragraph: ଧର୍ମରାଜଙ୍କ ସଭାରେ ଏହା ପରେ ଆଉ ଜଣେ ଲୋକ ଆସିଲା । ସେ ଥିଲା ଜଣେ ଧନୀ ବ୍ୟବସାୟୀ । ସେ ଗର୍ବରେ କହିଲା - 'ମୁଁ ଅନେକ ମନ୍ଦିର ତିଆରି କରିଛି, ବହୁତ ଦାନ କରିଛି ।'	[620, 1208, 875, 1254]
gandhi-paragraph: ଆଜିର ସମାଜରେ ହିଂସା, ଲୋଭ ଓ ସ୍ୱାର୍ଥପରତା ବଢ଼ିଚାଲିଛି । ଲୋକମାନେ ଅନ୍ୟର କ୍ଷତି କରି ନିଜର ଲାଭ ଖୋଜୁଛନ୍ତି । ଏହାର ମୂଳ କାରଣ ହେଉଛି ମନର ଅଶୁଦ୍ଧ ଚିନ୍ତା ।	[1154, 269, 1492, 315]
sudoku-cell[interactable]: 2	[89, 1891, 113, 1915]
sudoku-cell[interactable]	[137, 1723, 161, 1747]
contact-email-advt[interactable]: E-mail:advt@dharitri.com	[1240, 2238, 1392, 2253]
sudoku-cell[interactable]: 3	[209, 1867, 233, 1891]
karmaphala-paragraph: ଶିକ୍ଷକ ଜଣଙ୍କ ନମ୍ରତାର ସହ କହିଲେ - 'ମୁଁ କେବଳ ମୋ କର୍ତ୍ତବ୍ୟ କରିଛି ।' ଯମରାଜ କହିଲେ - 'କର୍ତ୍ତବ୍ୟ ପାଳନ ହିଁ ସବୁଠୁ ବଡ଼ ଧର୍ମ ।'	[884, 1323, 1136, 1369]
sudoku-cell[interactable]: 7	[233, 1747, 257, 1771]
sudoku-solution-cell: 3	[297, 2027, 313, 2040]
sudoku-cell[interactable]: 9	[161, 1795, 185, 1819]
sudoku-cell[interactable]: 2	[89, 1723, 113, 1747]
environment-paragraph: ଆଗାମୀ ପିଢ଼ି ପାଇଁ ଏକ ସୁସ୍ଥ ପରିବେଶ ଛାଡ଼ିଯିବା ଆମ ସମସ୍ତଙ୍କ ଦାୟିତ୍ୱ ।	[356, 762, 685, 777]
letter3-sign: ପ୍ରଶାନ୍ତ କୁମାର ନାୟକ, ସୁନ୍ଦରପଡ଼ା, ଭୁବନେଶ୍ୱର	[533, 2081, 760, 2096]
lead-headline-text: ପ୍ରତିଫଳ ଦେବେ ଭୋଟର	[388, 83, 1104, 168]
archive-item: • ଦଶଟି ଜିଲ୍ଲାରେ ନିଶା ନିବାରଣ ପାଇଁ ବିଶେଷ ଅଭିଯାନ ଆରମ୍ଭ ହେବ ।	[1154, 1683, 1492, 1699]
poem-line: ଚମକାଇ ଚଉଦିଶ	[60, 76, 142, 91]
gandhi-paragraph: ଚତୁର୍ଥ ମାଙ୍କଡ଼ର ସନ୍ଦେଶ ଆମକୁ ଶିଖାଏ ଯେ ପରିବର୍ତ୍ତନ ବାହାରୁ ନୁହେଁ, ଭିତରୁ ଆରମ୍ଭ ହୁଏ । ନିଜ ମନକୁ ସଫା ରଖିଲେ ସମାଜ ମଧ୍ୟ ସଫା ହେବ ।	[1154, 437, 1492, 468]
letter-lead	[366, 1790, 760, 2320]
sudoku-cell[interactable]: 5	[257, 1915, 281, 1939]
sudoku-solution-cell: 7	[217, 2079, 233, 2092]
sudoku-solution-cell: 3	[281, 2001, 297, 2014]
sudoku-cell[interactable]: 7	[113, 1867, 137, 1891]
sudoku-cell[interactable]: 2	[233, 1795, 257, 1819]
sudoku-cell[interactable]	[185, 1723, 209, 1747]
sudoku-cell[interactable]: 4	[113, 1843, 137, 1867]
india-map-icon	[278, 356, 324, 406]
sudoku-solution-cell: 6	[217, 1988, 233, 2001]
letter-lead-title: ସତ୍ୟ ହୋଇଥିଲେ ସାଂଘାତିକ	[366, 1793, 646, 1823]
sudoku-cell[interactable]	[137, 1747, 161, 1771]
sudoku-solution-cell: 8	[281, 2079, 297, 2092]
karmaphala-column-2-tail	[620, 1666, 875, 1768]
aam-aadmi-paragraph: ମଧ୍ୟବିତ୍ତ ଶ୍ରେଣୀ ସବୁଠୁ ଅଧିକ ଚାପରେ ଅଛନ୍ତି । ସନ୍ତାନଙ୍କ ଶିକ୍ଷା, ଚିକିତ୍ସା ଖର୍ଚ୍ଚ ଓ ଘର ଭଡ଼ା ବଢ଼ିବାରେ ଲାଗିଛି, କିନ୍ତୁ ଆୟ ସେହି ଅନୁପାତରେ ବଢ଼ୁନାହିଁ ।	[752, 712, 1136, 743]
karmaphala-column-3	[884, 1208, 1136, 1768]
sudoku-cell[interactable]	[185, 1747, 209, 1771]
ei-bharatare-paragraph: କିଛି ବର୍ଷ ପରେ ଏହା ପୁଣି ସେହି ରାଜ୍ୟର ଏକ ଗାଁରେ ମିଳିଥିଲା । ଏହାକୁ ନେଇ ଗାଁ ଲୋକ ଆଶ୍ଚର୍ଯ୍ୟ ହୋଇଛନ୍ତି ଏବଂ ନୂଆ ଆଲୋଚନା ଆରମ୍ଭ ହୋଇଛି ।	[8, 531, 338, 561]
sudoku-cell[interactable]: 1	[89, 1915, 113, 1939]
jilla-diary-label: ଜିଲା ଡାଏରୀ	[10, 900, 180, 936]
letter-paragraph: ଆଜିକାଲି ଟେଲିଭିଜନ ଚ୍ୟାନେଲଗୁଡ଼ିକରେ ଧାର୍ମିକ କାର୍ଯ୍ୟକ୍ରମ ନାଁରେ ଫିଲ୍ମି ଗୀତ ବଜାଯାଉଛି । ପିଲାମାନେ ଗୀତା ବଦଳରେ ଗୀତ ଶିଖୁଛନ୍ତି । ଏହା ସଂସ୍କୃତି ପାଇଁ ଶୁଭ ସଙ୍କେତ ନୁହେଁ ।	[366, 2031, 760, 2077]
sudoku-cell[interactable]: 3	[161, 1747, 185, 1771]
sudoku-cell[interactable]	[137, 1891, 161, 1915]
sudoku-cell[interactable]	[257, 1723, 281, 1747]
aam-aadmi-paragraph: ସରକାର ଦରଦାମ ନିୟନ୍ତ୍ରଣ ପାଇଁ ପଦକ୍ଷେପ ନେବେ ବୋଲି ପ୍ରତିଶ୍ରୁତି ଦେଉଥିଲେ ମଧ୍ୟ ବାସ୍ତବରେ କିଛି ପରିବର୍ତ୍ତନ ଦେଖାଯାଉନାହିଁ । 'ଆମ୍ ଆଦ୍‌ମୀ'ଙ୍କ ନାଁରେ ଶାସନ କରୁଥିବା ସରକାର ତାଙ୍କୁ ହିଁ ଭୁଲିଗଲେଣି ।	[752, 662, 1136, 708]
sudoku-prev-label: ଗତକାଲି ପ୍ରକାଶିତ ପ୍ରହେଳିର ଉତ୍ତର	[168, 2096, 328, 2125]
sudoku-cell[interactable]	[113, 1915, 137, 1939]
jilla-diary-paragraph: ଯାଜପୁର ରୋଡ, ବ୍ୟାସନଗର, କୁଆଖିଆ, ଧର୍ମଶାଳା ଓ ଚଣ୍ଡିଖୋଲ ଆଦି ସ୍ଥାନରେ ଯାନବାହନ ଚାପ ବଢ଼ିଚାଲିଛି । ଅଧିକାଂଶ ଛକରେ ଟ୍ରାଫିକ ସିଗନାଲ ନାହିଁ । ବେପରୁଆ ଗାଡ଼ି ଚାଳନା ଯୋଗୁଁ ବଡ଼ ଦୁର୍ଘଟଣା ଘଟୁଛି ବୋଲି ସ୍ଥାନୀୟ ଲୋକେ କହୁଛନ୍ତି ।	[8, 1117, 338, 1179]
letters-right	[1148, 1790, 1484, 2110]
sudoku-solution-cell: 5	[265, 2079, 281, 2092]
sudoku-cell[interactable]	[233, 1771, 257, 1795]
lead-author-name: ଅରୁଣ ନେହେରୁ	[674, 499, 876, 550]
lead-sub1-section	[356, 580, 738, 1100]
gandhi-paragraph: ଚତୁର୍ଥ ମାଙ୍କଡ଼ଟି ହେଉଛି - 'ମନ୍ଦ ଚିନ୍ତା କରନାହିଁ' । ମଣିଷର ସମସ୍ତ କର୍ମ ତା'ର ଚିନ୍ତାରୁ ଜନ୍ମ ନିଏ । ଯଦି ଚିନ୍ତା ପବିତ୍ର ରହେ ତେବେ କର୍ମ ମଧ୍ୟ ପବିତ୍ର ହେବ ।	[1154, 219, 1492, 265]
sudoku-solution-cell: 9	[265, 2053, 281, 2066]
sudoku-cell[interactable]: 3	[233, 1723, 257, 1747]
sudoku-cell[interactable]: 5	[233, 1891, 257, 1915]
karmaphala-paragraph: ଚିତ୍ରଗୁପ୍ତ ପୁଣି ଖାତା ଓଲଟାଇଲେ । 'ପ୍ରଭୁ, ଏ ଲୋକଟି ଥରେ ଜଣେ ଅସହାୟ ବୃଦ୍ଧାଙ୍କୁ ସାହାଯ୍ୟ କରିଥିଲା । ସେ ନିଜ ଖାଦ୍ୟ ଦେଇ ଜଣେ ଭୋକିଲା ପିଲାର ଭୋକ ମେଣ୍ଟାଇଥିଲା ।'	[356, 1422, 611, 1484]
sudoku-solution-cell: 4	[297, 1988, 313, 2001]
karmaphala-paragraph: ଚିତ୍ରଗୁପ୍ତ ତାଙ୍କ ଖାତା ଦେଖି କହିଲେ - 'ଏ ଲୋକ ଯେଉଁ ଧନରେ ଦାନ କରିଛି ତାହା ଅନ୍ୟମାନଙ୍କୁ ଠକି ଅର୍ଜନ କରାଯାଇଥିଲା । ଗରିବ ଶ୍ରମିକଙ୍କ ମଜୁରି ମାରି ସେ ଧନୀ ହୋଇଥିଲା ।'	[620, 1257, 875, 1319]
letter1-title: ଚରଖା ନୁହେଁ ଯୋଡ଼ିବଳଦ	[833, 1843, 1075, 1873]
sudoku-cell[interactable]	[65, 1723, 89, 1747]
sudoku-box	[8, 1664, 338, 2324]
poem-line: ଜାଗିଉଠେ ତାହା ମରି	[60, 178, 153, 193]
sudoku-solution-cell: 8	[217, 1975, 233, 1988]
sudoku-solution-cell: 8	[233, 2014, 249, 2027]
sudoku-cell[interactable]	[65, 1747, 89, 1771]
sudoku-cell[interactable]	[65, 1795, 89, 1819]
karmaphala-column-name: ଭିତିରି କଥା	[714, 1584, 874, 1612]
sudoku-solution-cell: 4	[233, 2053, 249, 2066]
sudoku-cell[interactable]	[113, 1819, 137, 1843]
sudoku-solution-cell: 1	[249, 1988, 265, 2001]
letter3-title: ଗୀତା ବଦଳରେ ଗୀତ	[366, 1992, 760, 2027]
sudoku-cell[interactable]	[209, 1891, 233, 1915]
gandhi-article	[1154, 4, 1492, 1640]
sudoku-solution-cell: 6	[169, 2001, 185, 2014]
sudoku-cell[interactable]	[233, 1867, 257, 1891]
jilla-diary-paragraph: ଲୋକମାନଙ୍କ ମତରେ ଟ୍ରାଫିକ୍ ପୁଲିସ ସଂଖ୍ୟା ବୃଦ୍ଧି କରାଯିବା ସହ ପ୍ରତ୍ୟେକ ଗୁରୁତ୍ୱପୂର୍ଣ୍ଣ ଛକରେ ସିଗନାଲ ବ୍ୟବସ୍ଥା କରାଯିବା ଆବଶ୍ୟକ । ସଚେତନତା ଅଭାବରୁ ଯୁବକମାନେ ହେଲମେଟ ବିନା ଗାଡ଼ି ଚଳାଉଛନ୍ତି ।	[8, 1248, 338, 1294]
sudoku-solution-cell: 6	[217, 2053, 233, 2066]
karmaphala-paragraph: ଯମରାଜ ପଚାରିଲେ - 'ଏ ଲୋକଟି କିଏ? ସେ କ'ଣ କରିଛି?' ଚିତ୍ରଗୁପ୍ତ କହିଲେ - 'ପ୍ରଭୁ, ଏ ଜଣେ ସାଧାରଣ ମଣିଷ । ସେ ଜୀବନସାରା ପରିଶ୍ରମ କରିଛି, କାହାରି କ୍ଷତି କରିନାହିଁ ।'	[356, 1273, 611, 1319]
sudoku-cell[interactable]: 1	[137, 1843, 161, 1867]
contact-line4: କେବଳ ବିଜ୍ଞାପନ ପାଇଁ ବ୍ୟବହାର କରନ୍ତୁ :	[1227, 2221, 1405, 2235]
sudoku-cell[interactable]	[209, 1795, 233, 1819]
gandhi-contact: ନାଗମାଧବ କଲୋନୀ, କେନ୍ଦ୍ରାପଡ଼ା । ମୋ: ୯୪୩୭୦୪୯୯୬୮	[1154, 555, 1407, 570]
best-judge-banner	[772, 1790, 1136, 1832]
